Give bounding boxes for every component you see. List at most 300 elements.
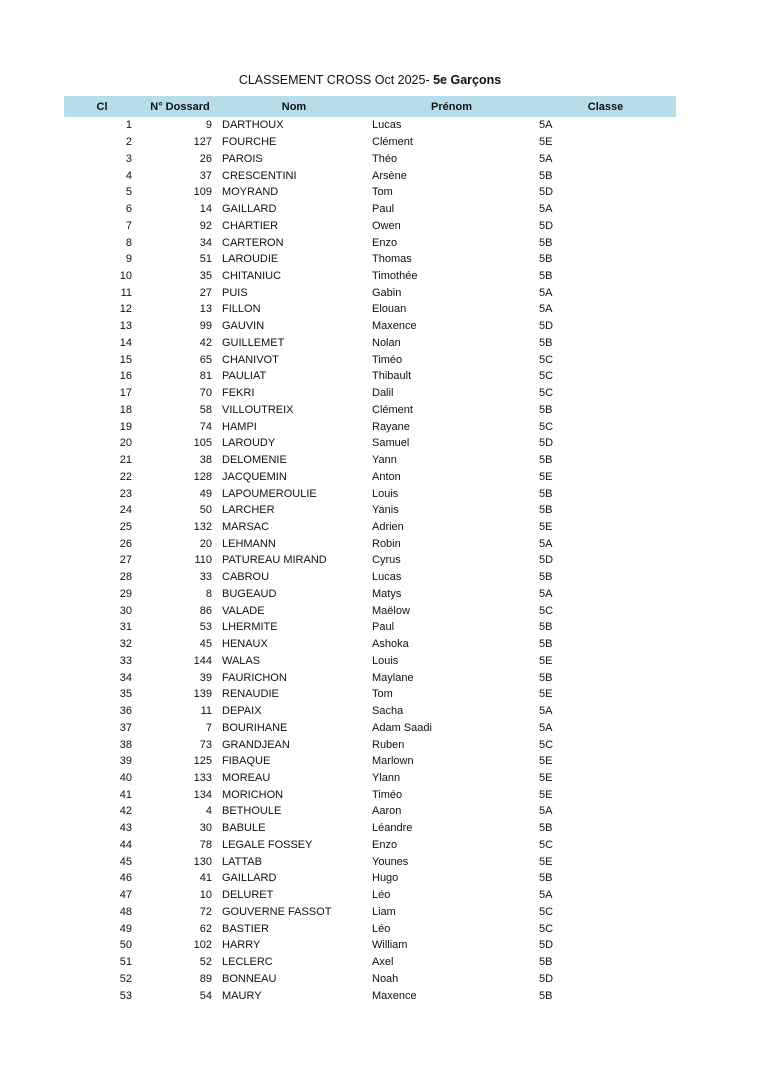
cell-nom: CHANIVOT [222,353,279,366]
cell-nom: RENAUDIE [222,688,279,701]
cell-nom: LECLERC [222,956,273,969]
cell-prenom: Ashoka [372,638,409,651]
table-row [64,736,676,753]
cell-nom: BASTIER [222,922,270,935]
cell-nom: LATTAB [222,855,262,868]
cell-nom: DARTHOUX [222,119,284,132]
cell-nom: BONNEAU [222,972,277,985]
cell-prenom: Younes [372,855,409,868]
cell-dossard: 73 [199,738,212,751]
cell-prenom: Ruben [372,738,405,751]
table-row [64,134,676,151]
table-row [64,401,676,418]
cell-cl: 44 [119,838,132,851]
cell-classe: 5B [539,236,553,249]
cell-dossard: 20 [199,537,212,550]
cell-cl: 21 [119,454,132,467]
cell-nom: LEGALE FOSSEY [222,838,313,851]
cell-dossard: 42 [199,336,212,349]
cell-nom: GAILLARD [222,203,277,216]
cell-cl: 41 [119,788,132,801]
cell-dossard: 109 [193,186,212,199]
table-row [64,602,676,619]
header-cl: Cl [96,100,108,113]
cell-dossard: 30 [199,822,212,835]
cell-classe: 5A [539,889,553,902]
table-row [64,268,676,285]
table-header-row [64,96,676,117]
cell-cl: 22 [119,470,132,483]
table-row [64,887,676,904]
cell-nom: FOURCHE [222,136,277,149]
cell-dossard: 130 [193,855,212,868]
header-classe: Classe [587,100,624,113]
cell-dossard: 139 [193,688,212,701]
cell-classe: 5B [539,336,553,349]
cell-cl: 6 [125,203,132,216]
table-row [64,502,676,519]
cell-nom: JACQUEMIN [222,470,287,483]
table-row [64,535,676,552]
cell-prenom: Yanis [372,504,399,517]
cell-cl: 18 [119,403,132,416]
cell-cl: 10 [119,269,132,282]
cell-prenom: Matys [372,587,402,600]
cell-cl: 7 [125,219,132,232]
cell-prenom: Timéo [372,353,403,366]
cell-nom: DELOMENIE [222,454,287,467]
cell-nom: HARRY [222,939,261,952]
table-row [64,753,676,770]
cell-cl: 36 [119,705,132,718]
cell-nom: PATUREAU MIRAND [222,554,327,567]
cell-dossard: 128 [193,470,212,483]
cell-nom: MOYRAND [222,186,279,199]
cell-prenom: Clément [372,136,413,149]
cell-cl: 51 [119,956,132,969]
cell-nom: VILLOUTREIX [222,403,294,416]
table-row [64,803,676,820]
cell-prenom: Paul [372,621,395,634]
cell-dossard: 86 [199,604,212,617]
table-row [64,435,676,452]
cell-dossard: 27 [199,286,212,299]
table-row [64,820,676,837]
cell-cl: 45 [119,855,132,868]
cell-dossard: 45 [199,638,212,651]
cell-cl: 48 [119,905,132,918]
cell-cl: 46 [119,872,132,885]
cell-classe: 5B [539,621,553,634]
cell-dossard: 105 [193,437,212,450]
cell-classe: 5E [539,688,553,701]
cell-nom: CHITANIUC [222,269,282,282]
page-title-prefix: CLASSEMENT CROSS Oct 2025- [238,73,434,87]
table-row [64,786,676,803]
table-row [64,251,676,268]
cell-classe: 5D [539,972,554,985]
cell-classe: 5B [539,989,553,1002]
cell-prenom: Léo [372,889,391,902]
cell-nom: PAULIAT [222,370,267,383]
cell-dossard: 110 [194,554,212,567]
cell-prenom: Enzo [372,236,398,249]
cell-cl: 12 [119,303,132,316]
cell-dossard: 99 [199,320,212,333]
cell-cl: 50 [119,939,132,952]
cell-nom: BETHOULE [222,805,282,818]
cell-cl: 2 [125,136,132,149]
cell-cl: 11 [120,286,132,299]
cell-nom: FIBAQUE [222,755,271,768]
cell-cl: 28 [119,571,132,584]
cell-classe: 5C [539,370,554,383]
cell-classe: 5B [539,956,553,969]
cell-nom: FEKRI [222,387,255,400]
cell-dossard: 78 [199,838,212,851]
cell-classe: 5B [539,403,553,416]
table-row [64,519,676,536]
cell-nom: BABULE [222,822,266,835]
header-nom: Nom [281,100,307,113]
cell-dossard: 35 [199,269,212,282]
cell-classe: 5E [539,136,553,149]
cell-dossard: 102 [193,939,212,952]
table-row [64,452,676,469]
table-row [64,234,676,251]
cell-cl: 52 [119,972,132,985]
cell-cl: 14 [119,336,132,349]
cell-cl: 19 [119,420,132,433]
cell-dossard: 26 [199,152,212,165]
cell-cl: 16 [119,370,132,383]
cell-classe: 5A [539,805,553,818]
cell-cl: 30 [119,604,132,617]
cell-cl: 23 [119,487,132,500]
cell-cl: 26 [119,537,132,550]
table-row [64,837,676,854]
table-row [64,904,676,921]
cell-classe: 5B [539,638,553,651]
cell-nom: CARTERON [222,236,284,249]
cell-prenom: Paul [372,203,395,216]
cell-prenom: Lucas [372,119,402,132]
cell-dossard: 62 [199,922,212,935]
cell-dossard: 4 [205,805,212,818]
table-row [64,770,676,787]
cell-cl: 49 [119,922,132,935]
cell-classe: 5B [539,169,553,182]
cell-classe: 5E [539,855,553,868]
cell-prenom: Samuel [372,437,410,450]
cell-classe: 5D [539,186,554,199]
table-row [64,318,676,335]
cell-prenom: Louis [372,487,399,500]
cell-prenom: Anton [372,470,401,483]
table-row [64,653,676,670]
cell-classe: 5A [539,286,553,299]
cell-prenom: Marlown [372,755,414,768]
cell-dossard: 92 [199,219,212,232]
cell-cl: 40 [119,772,132,784]
cell-prenom: Yann [372,454,397,467]
cell-prenom: Maylane [372,671,414,684]
cell-classe: 5C [539,604,554,617]
cell-nom: GAUVIN [222,320,265,333]
cell-prenom: Tom [372,688,393,701]
page-title [239,73,501,88]
cell-prenom: Elouan [372,303,407,316]
table-row [64,636,676,653]
cell-cl: 37 [119,721,132,734]
cell-cl: 53 [119,989,132,1002]
table-row [64,987,676,1004]
cell-prenom: Liam [372,905,396,918]
cell-classe: 5C [539,738,554,751]
cell-dossard: 52 [199,956,212,969]
cell-dossard: 8 [205,587,212,600]
ranking-table [64,96,676,1004]
cell-classe: 5A [539,203,553,216]
cell-cl: 27 [119,554,132,567]
cell-classe: 5A [539,152,553,165]
cell-classe: 5D [539,219,554,232]
cell-dossard: 134 [193,788,212,801]
table-row [64,418,676,435]
cell-nom: FILLON [222,303,261,316]
cell-cl: 24 [119,504,132,517]
cell-dossard: 13 [199,303,212,316]
table-row [64,284,676,301]
cell-cl: 9 [125,253,132,266]
cell-prenom: Aaron [372,805,402,818]
cell-cl: 38 [119,738,132,751]
cell-prenom: Timothée [372,269,418,282]
table-row [64,703,676,720]
table-row [64,920,676,937]
cell-classe: 5D [539,939,554,952]
table-row [64,686,676,703]
cell-nom: BOURIHANE [222,721,288,734]
cell-dossard: 132 [193,520,212,533]
cell-classe: 5C [539,838,554,851]
cell-nom: MORICHON [222,788,284,801]
cell-prenom: Thomas [372,253,412,266]
cell-dossard: 81 [199,370,212,383]
cell-prenom: Arsène [372,169,407,182]
cell-dossard: 125 [193,755,212,768]
table-row [64,586,676,603]
cell-cl: 33 [119,654,132,667]
cell-cl: 4 [125,169,132,182]
cell-dossard: 33 [199,571,212,584]
cell-cl: 42 [119,805,132,818]
cell-nom: CHARTIER [222,219,279,232]
table-row [64,853,676,870]
cell-classe: 5E [539,772,553,784]
cell-dossard: 39 [199,671,212,684]
cell-dossard: 41 [199,872,212,885]
cell-nom: BUGEAUD [222,587,277,600]
cell-cl: 13 [119,320,132,333]
cell-prenom: Clément [372,403,413,416]
cell-prenom: Adrien [372,520,404,533]
cell-dossard: 144 [193,654,212,667]
cell-dossard: 11 [200,705,212,718]
cell-prenom: Maxence [372,320,417,333]
cell-nom: PAROIS [222,152,263,165]
cell-prenom: Léandre [372,822,413,835]
table-row [64,150,676,167]
cell-classe: 5A [539,303,553,316]
cell-nom: WALAS [222,654,261,667]
cell-prenom: Timéo [372,788,403,801]
cell-cl: 39 [119,755,132,768]
table-row [64,552,676,569]
cell-nom: DELURET [222,889,274,902]
cell-nom: LAROUDIE [222,253,279,266]
cell-prenom: Tom [372,186,393,199]
cell-nom: MOREAU [222,772,271,784]
cell-prenom: Noah [372,972,399,985]
cell-dossard: 37 [199,169,212,182]
table-row [64,719,676,736]
table-row [64,870,676,887]
table-row [64,669,676,686]
cell-cl: 1 [125,119,132,132]
cell-cl: 8 [125,236,132,249]
cell-cl: 17 [119,387,132,400]
table-row [64,569,676,586]
table-row [64,117,676,134]
cell-classe: 5A [539,587,553,600]
cell-classe: 5B [539,253,553,266]
cell-prenom: Hugo [372,872,399,885]
cell-prenom: Rayane [372,420,410,433]
cell-dossard: 133 [193,772,212,784]
cell-classe: 5B [539,504,553,517]
cell-classe: 5B [539,269,553,282]
cell-prenom: Thibault [372,370,412,383]
cell-prenom: Sacha [372,705,404,718]
cell-prenom: William [372,939,408,952]
cell-prenom: Nolan [372,336,401,349]
table-row [64,954,676,971]
cell-nom: HENAUX [222,638,268,651]
cell-classe: 5E [539,755,553,768]
table-row [64,368,676,385]
cell-classe: 5B [539,571,553,584]
cell-dossard: 38 [199,454,212,467]
cell-nom: DEPAIX [222,705,262,718]
table-body [64,117,676,1004]
table-row [64,385,676,402]
cell-classe: 5E [539,654,553,667]
cell-prenom: Maëlow [372,604,410,617]
cell-classe: 5B [539,822,553,835]
cell-dossard: 9 [205,119,212,132]
cell-classe: 5E [539,470,553,483]
cell-cl: 25 [119,520,132,533]
cell-nom: VALADE [222,604,265,617]
table-row [64,301,676,318]
cell-cl: 47 [119,889,132,902]
cell-nom: LARCHER [222,504,275,517]
table-row [64,468,676,485]
cell-dossard: 50 [199,504,212,517]
cell-nom: GRANDJEAN [222,738,290,751]
cell-classe: 5A [539,537,553,550]
cell-classe: 5C [539,387,554,400]
cell-dossard: 7 [205,721,212,734]
cell-cl: 34 [119,671,132,684]
cell-cl: 29 [119,587,132,600]
cell-cl: 31 [119,621,132,634]
cell-classe: 5A [539,705,553,718]
cell-classe: 5B [539,487,553,500]
cell-classe: 5B [539,671,553,684]
cell-dossard: 89 [199,972,212,985]
cell-nom: PUIS [222,286,248,299]
table-row [64,485,676,502]
cell-prenom: Owen [372,219,401,232]
cell-classe: 5B [539,872,553,885]
table-row [64,937,676,954]
cell-dossard: 10 [199,889,212,902]
cell-dossard: 70 [199,387,212,400]
cell-classe: 5A [539,721,553,734]
cell-nom: LHERMITE [222,621,278,634]
cell-classe: 5C [539,353,554,366]
cell-dossard: 65 [199,353,212,366]
cell-prenom: Gabin [372,286,402,299]
cell-prenom: Adam Saadi [372,721,432,734]
cell-cl: 35 [119,688,132,701]
table-row [64,184,676,201]
cell-classe: 5E [539,520,553,533]
cell-prenom: Théo [372,152,398,165]
table-row [64,619,676,636]
cell-dossard: 58 [199,403,212,416]
cell-classe: 5D [539,437,554,450]
cell-nom: GAILLARD [222,872,277,885]
table-row [64,167,676,184]
cell-nom: GOUVERNE FASSOT [222,905,332,918]
cell-nom: HAMPI [222,420,257,433]
cell-nom: CRESCENTINI [222,169,297,182]
cell-nom: LAROUDY [222,437,276,450]
cell-classe: 5E [539,788,553,801]
cell-prenom: Ylann [372,772,401,784]
cell-prenom: Louis [372,654,399,667]
cell-cl: 43 [119,822,132,835]
cell-dossard: 53 [199,621,212,634]
cell-dossard: 14 [199,203,212,216]
cell-classe: 5D [539,554,554,567]
cell-cl: 5 [125,186,132,199]
cell-prenom: Robin [372,537,401,550]
cell-nom: FAURICHON [222,671,287,684]
cell-nom: MARSAC [222,520,270,533]
cell-nom: LEHMANN [222,537,276,550]
cell-classe: 5C [539,922,554,935]
page-title-highlight: 5e Garçons [433,73,502,87]
cell-cl: 15 [119,353,132,366]
cell-prenom: Léo [372,922,391,935]
cell-classe: 5B [539,454,553,467]
cell-nom: MAURY [222,989,262,1002]
table-row [64,217,676,234]
